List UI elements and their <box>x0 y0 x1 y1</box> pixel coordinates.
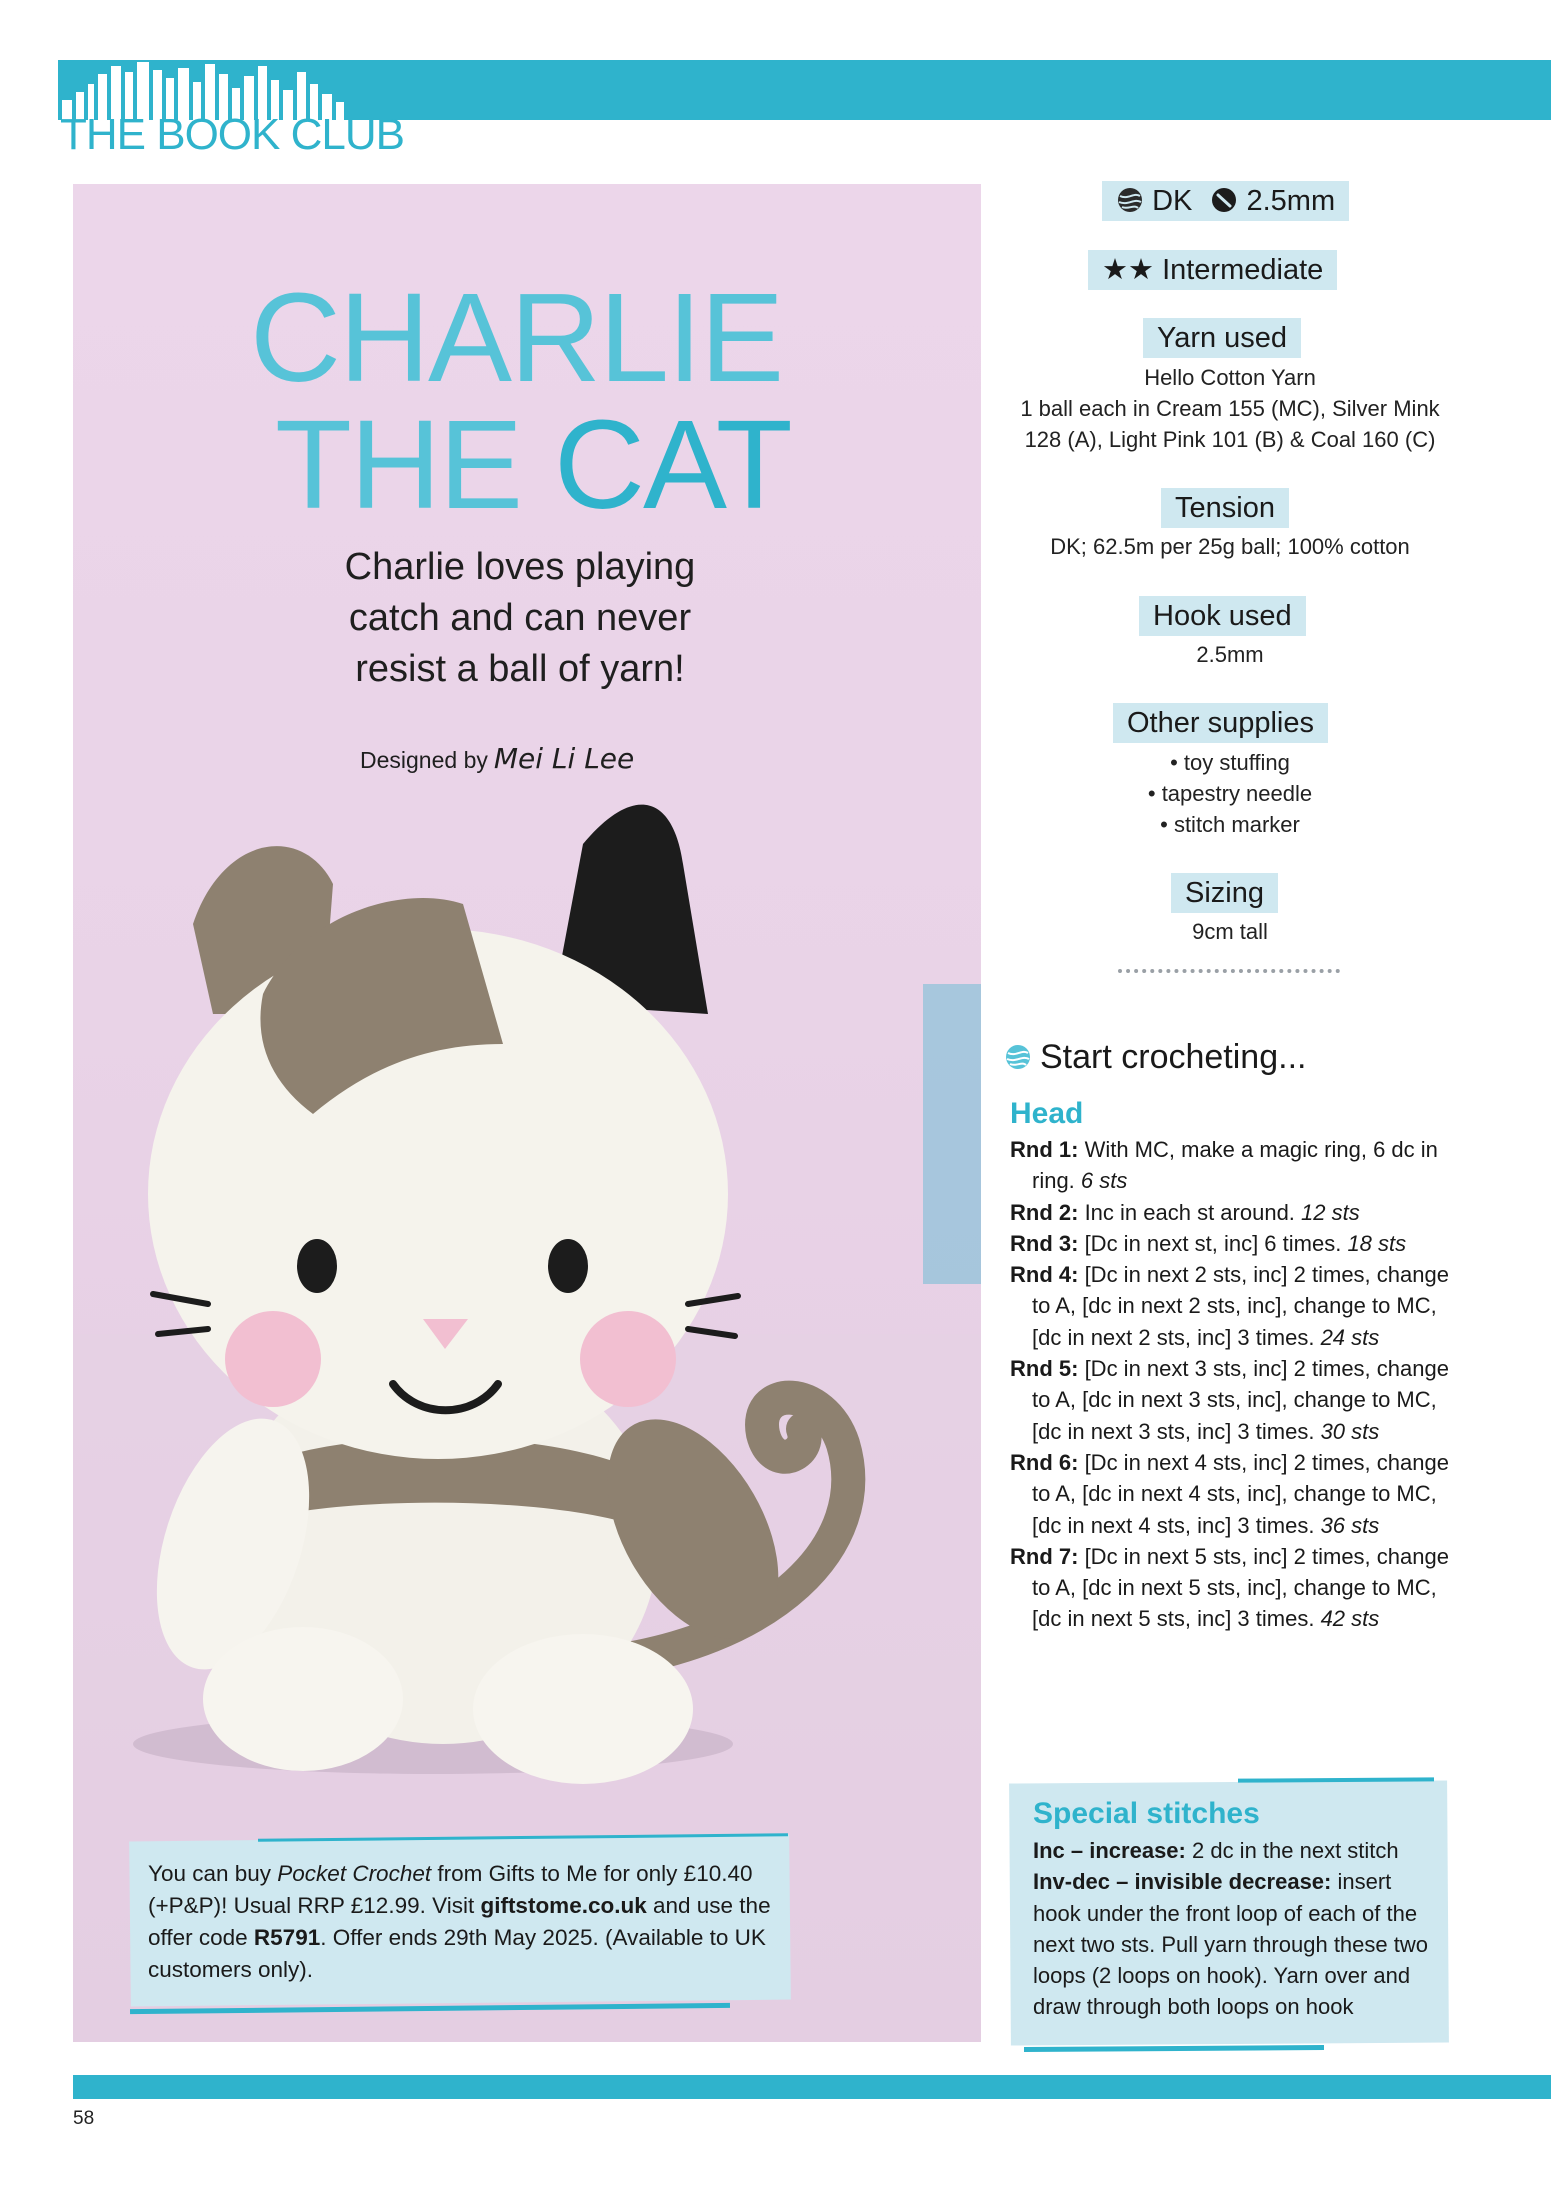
round-label: Rnd 6: <box>1010 1449 1079 1475</box>
yarn-used-heading: Yarn used <box>1143 318 1301 358</box>
stitch-count: 42 sts <box>1320 1606 1380 1632</box>
difficulty-stars: ★★ <box>1102 254 1154 286</box>
hook-used-heading: Hook used <box>1139 596 1306 636</box>
round-text: [Dc in next 3 sts, inc] 2 times, change to A, [dc in next 3 sts, inc], change to MC, [dc in next 3 sts, inc] 3 times. <box>1032 1356 1449 1444</box>
round-instruction <box>1010 1228 1450 1259</box>
yarn-ball-icon <box>1004 1043 1032 1071</box>
pattern-title-line1: CHARLIE <box>250 267 783 408</box>
stitch-count: 18 sts <box>1347 1230 1407 1256</box>
tension-heading: Tension <box>1161 488 1289 528</box>
round-text: With MC, make a magic ring, 6 dc in ring. <box>1032 1137 1438 1194</box>
supply-item: • tapestry needle <box>1147 781 1313 806</box>
other-supplies-list <box>1010 747 1450 840</box>
yarn-brand: Hello Cotton Yarn <box>1144 365 1316 390</box>
stitch-count: 12 sts <box>1301 1199 1360 1225</box>
round-text: [Dc in next 2 sts, inc] 2 times, change to A, [dc in next 2 sts, inc], change to MC, [dc in next 2 sts, inc] 3 times. <box>1032 1262 1449 1350</box>
inc-definition <box>1033 1835 1443 1866</box>
title-cat: CAT <box>554 394 791 535</box>
designer-credit <box>360 742 634 775</box>
round-instruction <box>1010 1197 1450 1228</box>
supply-item: • stitch marker <box>1160 812 1300 837</box>
invdec-definition <box>1033 1866 1443 2022</box>
difficulty-badge <box>1088 250 1337 290</box>
yarn-weight: DK <box>1152 185 1193 217</box>
offer-website-link[interactable]: giftstome.co.uk <box>480 1893 647 1918</box>
sizing-heading: Sizing <box>1171 873 1278 913</box>
pattern-subtitle: Charlie loves playing catch and can never resist a ball of yarn! <box>344 546 696 690</box>
yarn-weight-badge <box>1102 181 1349 221</box>
inc-text: 2 dc in the next stitch <box>1185 1838 1399 1863</box>
start-heading-text: Start crocheting... <box>1040 1038 1307 1076</box>
special-box-accent-bottom <box>1024 2045 1324 2052</box>
round-label: Rnd 4: <box>1010 1262 1079 1288</box>
round-label: Rnd 7: <box>1010 1543 1079 1569</box>
designer-prefix: Designed by <box>360 747 488 773</box>
stitch-count: 30 sts <box>1320 1418 1380 1444</box>
round-label: Rnd 2: <box>1010 1199 1079 1225</box>
start-crocheting-heading <box>1004 1038 1306 1077</box>
head-section-heading: Head <box>1010 1097 1084 1130</box>
round-instruction <box>1010 1541 1450 1635</box>
offer-code: R5791 <box>253 1925 321 1950</box>
special-stitches-heading: Special stitches <box>1033 1797 1260 1830</box>
offer-text <box>148 1858 788 1986</box>
round-text: [Dc in next st, inc] 6 times. <box>1078 1230 1348 1256</box>
other-supplies-heading: Other supplies <box>1113 703 1328 743</box>
stitch-count: 36 sts <box>1320 1512 1380 1538</box>
designer-name: Mei Li Lee <box>493 742 635 775</box>
offer-text-part: and use the offer code <box>148 1893 771 1950</box>
hook-size: 2.5mm <box>1246 185 1336 217</box>
offer-text-part: You can buy <box>148 1861 278 1886</box>
crochet-hook-icon <box>1210 186 1238 214</box>
yarn-colours: 1 ball each in Cream 155 (MC), Silver Mink 128 (A), Light Pink 101 (B) & Coal 160 (C) <box>1020 396 1440 452</box>
invdec-label: Inv-dec – invisible decrease: <box>1033 1869 1332 1895</box>
offer-text-part: . Offer ends 29th May 2025. (Available to UK customers only). <box>148 1925 766 1982</box>
head-rounds <box>1010 1134 1450 1635</box>
offer-book-title: Pocket Crochet <box>277 1861 432 1886</box>
supply-item: • toy stuffing <box>1170 750 1290 775</box>
stitch-count: 24 sts <box>1320 1324 1380 1350</box>
special-stitches-text <box>1033 1835 1443 2023</box>
yarn-used-text <box>1010 362 1450 455</box>
offer-text-part: from Gifts to Me for only £10.40 (+P&P)! Usual RRP £12.99. Visit <box>148 1861 753 1918</box>
round-instruction <box>1010 1447 1450 1541</box>
round-text: [Dc in next 5 sts, inc] 2 times, change to A, [dc in next 5 sts, inc], change to MC, [dc in next 5 sts, inc] 3 times. <box>1032 1543 1449 1632</box>
round-instruction <box>1010 1353 1450 1447</box>
round-label: Rnd 1: <box>1010 1137 1079 1162</box>
round-text: [Dc in next 4 sts, inc] 2 times, change to A, [dc in next 4 sts, inc], change to MC, [dc in next 4 sts, inc] 3 times. <box>1032 1449 1449 1538</box>
sizing-text: 9cm tall <box>1192 919 1268 944</box>
page-number: 58 <box>73 2108 95 2129</box>
round-instruction <box>1010 1259 1450 1353</box>
section-title: THE BOOK CLUB <box>60 110 404 159</box>
pattern-title-line2 <box>275 394 791 535</box>
yarn-ball-icon <box>1116 186 1144 214</box>
round-instruction <box>1010 1134 1450 1197</box>
inc-label: Inc – increase: <box>1033 1838 1186 1863</box>
round-label: Rnd 5: <box>1010 1356 1079 1382</box>
section-divider <box>1118 969 1340 973</box>
round-text: Inc in each st around. <box>1078 1199 1302 1225</box>
hook-used-text: 2.5mm <box>1196 642 1264 667</box>
invdec-text: insert hook under the front loop of each of the next two sts. Pull yarn through these two loops (2 loops on hook). Yarn over and draw through both loops on hook <box>1033 1869 1428 2020</box>
stitch-count: 6 sts <box>1080 1168 1128 1194</box>
title-the: THE <box>275 394 555 535</box>
footer-bar <box>73 2075 1551 2099</box>
difficulty-level: Intermediate <box>1162 254 1324 286</box>
tension-text: DK; 62.5m per 25g ball; 100% cotton <box>1050 534 1410 559</box>
round-label: Rnd 3: <box>1010 1230 1079 1256</box>
